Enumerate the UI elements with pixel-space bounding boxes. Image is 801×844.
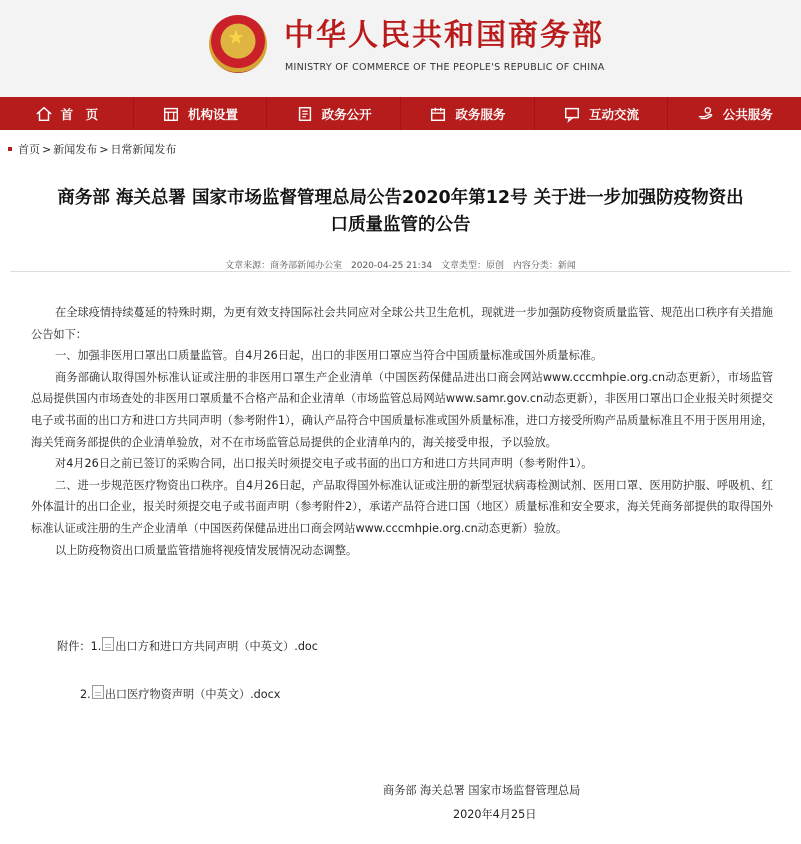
- paragraph: 对4月26日之前已签订的采购合同，出口报关时须提交电子或书面的出口方和进口方共同声明（参考附件1）。: [55, 457, 593, 471]
- article-meta: [0, 258, 801, 271]
- nav-label: 公共服务: [722, 106, 773, 122]
- attachment-link-1[interactable]: 出口方和进口方共同声明（中英文）.doc: [115, 640, 318, 653]
- breadcrumb: 首页 > 新闻发布 > 日常新闻发布: [8, 141, 176, 157]
- home-icon: [35, 105, 53, 123]
- paragraph: 一、加强非医用口罩出口质量监管。自4月26日起，出口的非医用口罩应当符合中国质量标准或国外质量标准。: [55, 349, 603, 363]
- attachment-number: 2.: [80, 687, 91, 701]
- nav-item-service[interactable]: [401, 97, 535, 130]
- calendar-icon: [429, 105, 447, 123]
- breadcrumb-home[interactable]: 首页: [18, 143, 40, 156]
- attachment-row: [80, 686, 280, 702]
- nav-label: 互动交流: [589, 106, 640, 122]
- meta-date: 2020-04-25 21:34: [351, 261, 433, 271]
- attachment-link-2[interactable]: 出口医疗物资声明（中英文）.docx: [104, 688, 281, 701]
- divider: [10, 271, 791, 272]
- article-title: 商务部 海关总署 国家市场监督管理总局公告2020年第12号 关于进一步加强防疫物资出 口质量监管的公告: [57, 188, 744, 235]
- meta-source: 文章来源：商务部新闻办公室: [225, 261, 343, 271]
- paragraph: 在全球疫情持续蔓延的特殊时期，为更有效支持国际社会共同应对全球公共卫生危机，现就进一步加强防疫物资质量监管、规范出口秩序有关措施公告如下：: [31, 306, 773, 341]
- paragraph: 商务部确认取得国外标准认证或注册的非医用口罩生产企业清单（中国医药保健品进出口商会网站www.cccmhpie.org.cn动态更新），市场监管总局提供国内市场查处的非医用口罩质量不合格产品和企业清单（市场监管总局网站www.samr.gov.cn动态更新），非医用口罩出口企业报关时须提交电子或书面的出口方和进口方共同声明（参考附件1），确认产品符合中国质量标准或国外质量标准，进口方接受所购产品质量标准且不用于医用用途，海关凭商务部提供的企业清单验放，对不在市场监管总局提供的企业清单内的，海关接受申报，予以验放。: [31, 370, 773, 449]
- file-icon: [102, 637, 114, 651]
- nav-item-org[interactable]: [134, 97, 268, 130]
- nav-item-public[interactable]: [267, 97, 401, 130]
- breadcrumb-news[interactable]: 新闻发布: [53, 143, 98, 156]
- nav-label: 机构设置: [188, 106, 239, 122]
- document-icon: [296, 105, 314, 123]
- site-title: 中华人民共和国商务部: [284, 18, 604, 53]
- meta-type: 文章类型：原创: [440, 261, 504, 271]
- chat-icon: [563, 105, 581, 123]
- file-icon: [92, 685, 104, 699]
- site-header: [0, 0, 801, 97]
- site-subtitle: MINISTRY OF COMMERCE OF THE PEOPLE'S REPUBLIC OF CHINA: [285, 62, 605, 73]
- main-nav: [0, 97, 801, 130]
- article-body: [31, 302, 773, 561]
- signature-date: 2020年4月25日: [453, 808, 537, 821]
- building-icon: [162, 105, 180, 123]
- breadcrumb-daily-news[interactable]: 日常新闻发布: [110, 143, 177, 156]
- nav-item-interact[interactable]: [535, 97, 669, 130]
- hand-icon: [697, 105, 715, 123]
- attachment-label: 附件：: [57, 640, 91, 653]
- nav-label: 政务服务: [455, 106, 506, 122]
- nav-label: 政务公开: [321, 106, 372, 122]
- attachment-number: 1.: [90, 639, 102, 653]
- meta-category: 内容分类：新闻: [512, 261, 576, 271]
- paragraph: 二、进一步规范医疗物资出口秩序。自4月26日起，产品取得国外标准认证或注册的新型冠状病毒检测试剂、医用口罩、医用防护服、呼吸机、红外体温计的出口企业，报关时须提交电子或书面声明（参考附件2），承诺产品符合进口国（地区）质量标准和安全要求，海关凭商务部提供的取得国外标准认证或注册的生产企业清单（中国医药保健品进出口商会网站www.cccmhpie.org.cn动态更新）验放。: [31, 478, 773, 535]
- paragraph: 以上防疫物资出口质量监管措施将视疫情发展情况动态调整。: [55, 543, 358, 557]
- signature-org: 商务部 海关总署 国家市场监督管理总局: [383, 784, 581, 797]
- nav-item-public-service[interactable]: [668, 97, 801, 130]
- nav-label: 首 页: [60, 106, 99, 122]
- breadcrumb-marker-icon: [8, 147, 12, 151]
- nav-item-home[interactable]: [0, 97, 134, 130]
- attachment-row: [57, 638, 318, 654]
- national-emblem-icon: ★: [209, 15, 267, 73]
